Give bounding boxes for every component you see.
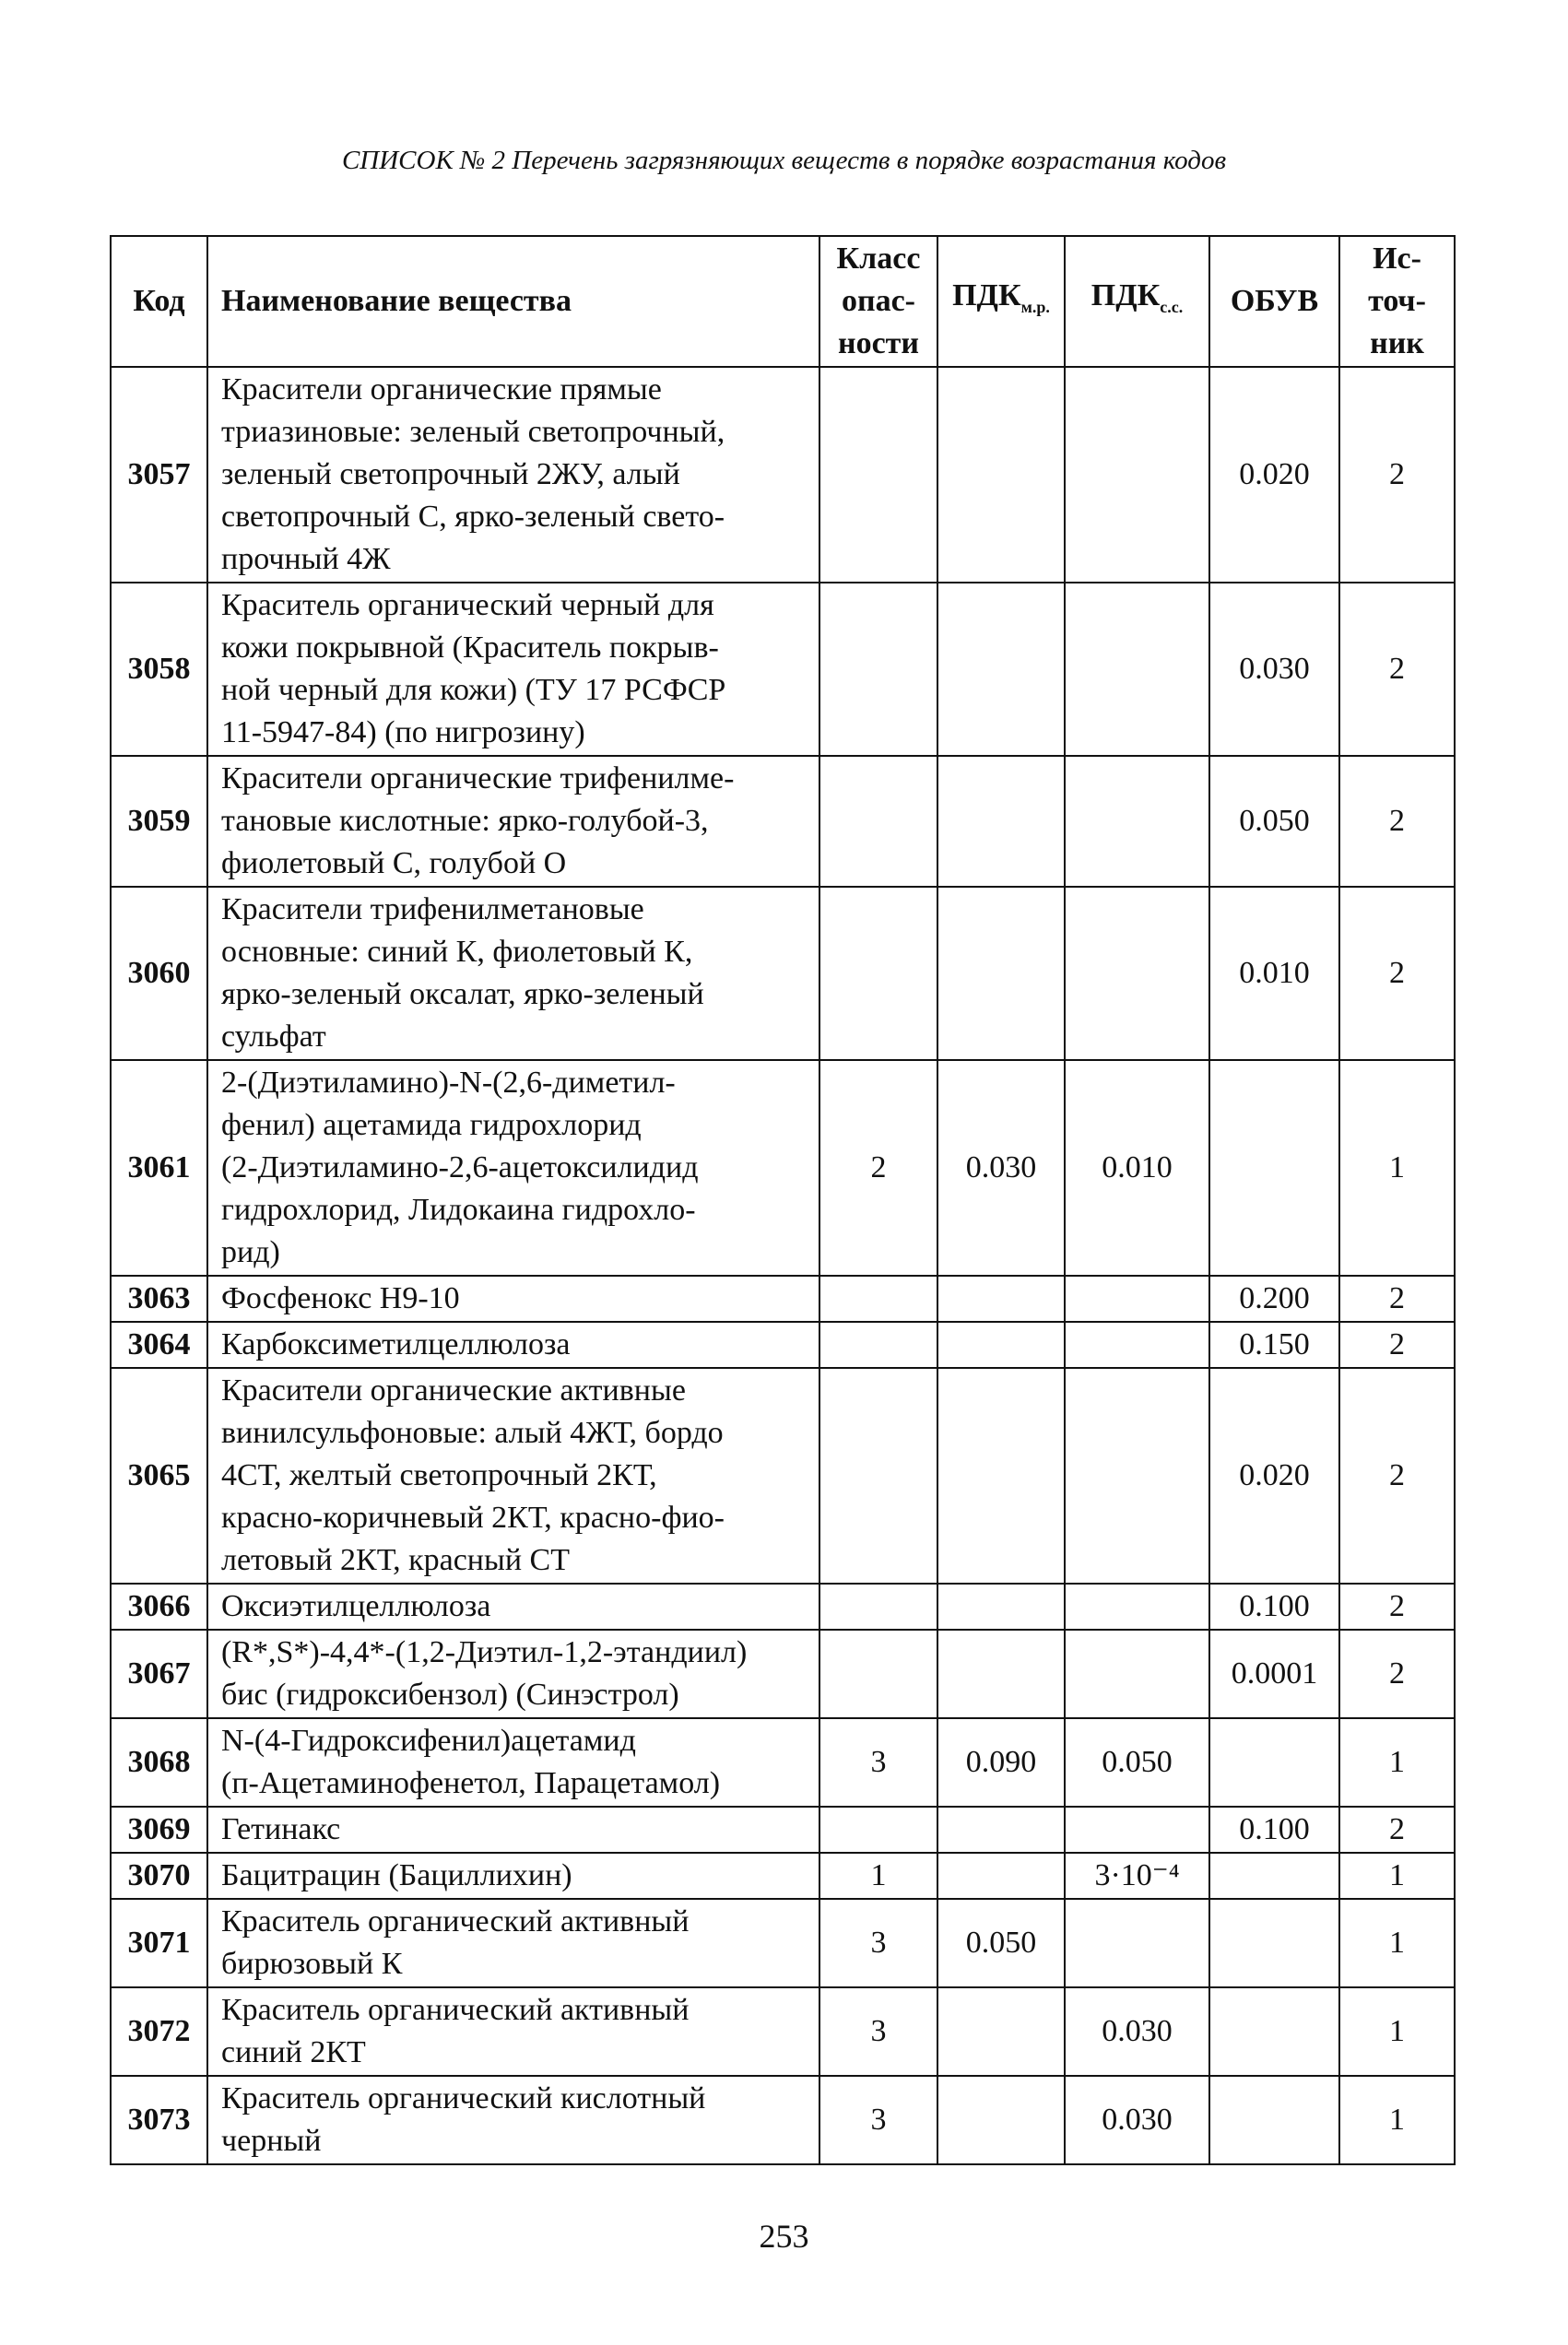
table-row (111, 1853, 1455, 1899)
pdk-mr-cell (937, 1987, 1065, 2076)
pdk-ss-cell (1065, 1276, 1209, 1322)
name-cell: 2-(Диэтиламино)-N-(2,6-диметил- фенил) ацетамида гидрохлорид (2-Диэтиламино-2,6-ацетоксилидид гидрохлорид, Лидокаина гидрохло- рид) (207, 1060, 819, 1276)
header-pdk-ss (1065, 236, 1209, 367)
substances-table (110, 235, 1456, 2165)
pdk-ss-cell: 0.030 (1065, 1987, 1209, 2076)
pdk-ss-cell (1065, 1630, 1209, 1718)
pdk-ss-cell: 3·10⁻⁴ (1065, 1853, 1209, 1899)
pdk-ss-cell (1065, 367, 1209, 583)
code-cell: 3066 (111, 1584, 207, 1630)
pdk-mr-cell: 0.050 (937, 1899, 1065, 1987)
hazard-class-cell (819, 1276, 937, 1322)
table-row (111, 2076, 1455, 2164)
table-row (111, 1060, 1455, 1276)
page-number: 253 (759, 2218, 809, 2255)
pdk-mr-cell (937, 583, 1065, 756)
hazard-class-cell (819, 756, 937, 887)
table-row (111, 1584, 1455, 1630)
pdk-mr-cell (937, 1630, 1065, 1718)
pdk-ss-cell (1065, 1807, 1209, 1853)
table-row (111, 1807, 1455, 1853)
header-pdk-ss-sub: с.с. (1160, 298, 1184, 316)
header-code: Код (111, 236, 207, 367)
hazard-class-cell (819, 583, 937, 756)
obuv-cell: 0.100 (1209, 1584, 1339, 1630)
hazard-class-cell (819, 1322, 937, 1368)
code-cell: 3057 (111, 367, 207, 583)
source-cell: 2 (1339, 367, 1455, 583)
code-cell: 3071 (111, 1899, 207, 1987)
obuv-cell: 0.200 (1209, 1276, 1339, 1322)
code-cell: 3068 (111, 1718, 207, 1807)
pdk-ss-cell: 0.030 (1065, 2076, 1209, 2164)
name-cell: Красители трифенилметановые основные: синий К, фиолетовый К, ярко-зеленый оксалат, ярко-зеленый сульфат (207, 887, 819, 1060)
table-row (111, 1368, 1455, 1584)
source-cell: 1 (1339, 1899, 1455, 1987)
code-cell: 3069 (111, 1807, 207, 1853)
name-cell: Краситель органический черный для кожи покрывной (Краситель покрыв- ной черный для кожи) (ТУ 17 РСФСР 11-5947-84) (по нигрозину) (207, 583, 819, 756)
pdk-ss-cell: 0.050 (1065, 1718, 1209, 1807)
obuv-cell: 0.010 (1209, 887, 1339, 1060)
hazard-class-cell (819, 1807, 937, 1853)
name-cell: Красители органические активные винилсульфоновые: алый 4ЖТ, бордо 4СТ, желтый светопрочный 2КТ, красно-коричневый 2КТ, красно-фио- летовый 2КТ, красный СТ (207, 1368, 819, 1584)
source-cell: 2 (1339, 1584, 1455, 1630)
hazard-class-cell (819, 1584, 937, 1630)
header-hazard-class: Класс опас- ности (819, 236, 937, 367)
pdk-ss-cell (1065, 887, 1209, 1060)
source-cell: 2 (1339, 756, 1455, 887)
code-cell: 3060 (111, 887, 207, 1060)
code-cell: 3058 (111, 583, 207, 756)
source-cell: 2 (1339, 1630, 1455, 1718)
code-cell: 3063 (111, 1276, 207, 1322)
code-cell: 3072 (111, 1987, 207, 2076)
hazard-class-cell (819, 1630, 937, 1718)
table-row (111, 1630, 1455, 1718)
table-row (111, 1322, 1455, 1368)
pdk-mr-cell: 0.090 (937, 1718, 1065, 1807)
obuv-cell: 0.020 (1209, 367, 1339, 583)
name-cell: Гетинакс (207, 1807, 819, 1853)
name-cell: Бацитрацин (Бациллихин) (207, 1853, 819, 1899)
table-row (111, 756, 1455, 887)
header-pdk-mr-label: ПДК (952, 278, 1021, 312)
hazard-class-cell (819, 887, 937, 1060)
name-cell: N-(4-Гидроксифенил)ацетамид (п-Ацетаминофенетол, Парацетамол) (207, 1718, 819, 1807)
source-cell: 2 (1339, 887, 1455, 1060)
obuv-cell (1209, 1899, 1339, 1987)
name-cell: Краситель органический активный синий 2КТ (207, 1987, 819, 2076)
name-cell: Оксиэтилцеллюлоза (207, 1584, 819, 1630)
obuv-cell: 0.100 (1209, 1807, 1339, 1853)
source-cell: 2 (1339, 1368, 1455, 1584)
header-name: Наименование вещества (207, 236, 819, 367)
pdk-ss-cell (1065, 1584, 1209, 1630)
pdk-ss-cell (1065, 583, 1209, 756)
name-cell: Красители органические прямые триазиновые: зеленый светопрочный, зеленый светопрочный 2ЖУ, алый светопрочный С, ярко-зеленый свето- прочный 4Ж (207, 367, 819, 583)
source-cell: 2 (1339, 1807, 1455, 1853)
pdk-mr-cell (937, 887, 1065, 1060)
code-cell: 3064 (111, 1322, 207, 1368)
table-row (111, 367, 1455, 583)
header-source: Ис- точ- ник (1339, 236, 1455, 367)
hazard-class-cell (819, 1368, 937, 1584)
pdk-mr-cell (937, 1276, 1065, 1322)
code-cell: 3065 (111, 1368, 207, 1584)
pdk-ss-cell: 0.010 (1065, 1060, 1209, 1276)
obuv-cell (1209, 1987, 1339, 2076)
header-pdk-mr (937, 236, 1065, 367)
table-row (111, 1899, 1455, 1987)
obuv-cell: 0.030 (1209, 583, 1339, 756)
obuv-cell (1209, 1853, 1339, 1899)
table-row (111, 1276, 1455, 1322)
hazard-class-cell: 3 (819, 2076, 937, 2164)
obuv-cell: 0.050 (1209, 756, 1339, 887)
name-cell: Карбоксиметилцеллюлоза (207, 1322, 819, 1368)
pdk-mr-cell: 0.030 (937, 1060, 1065, 1276)
source-cell: 1 (1339, 1060, 1455, 1276)
pdk-mr-cell (937, 1584, 1065, 1630)
name-cell: Фосфенокс Н9-10 (207, 1276, 819, 1322)
name-cell: Краситель органический кислотный черный (207, 2076, 819, 2164)
code-cell: 3067 (111, 1630, 207, 1718)
obuv-cell: 0.020 (1209, 1368, 1339, 1584)
header-pdk-ss-label: ПДК (1091, 278, 1161, 312)
pdk-ss-cell (1065, 1899, 1209, 1987)
source-cell: 2 (1339, 1276, 1455, 1322)
obuv-cell: 0.150 (1209, 1322, 1339, 1368)
table-row (111, 1718, 1455, 1807)
source-cell: 1 (1339, 2076, 1455, 2164)
obuv-cell (1209, 1060, 1339, 1276)
source-cell: 1 (1339, 1718, 1455, 1807)
code-cell: 3061 (111, 1060, 207, 1276)
source-cell: 2 (1339, 1322, 1455, 1368)
source-cell: 2 (1339, 583, 1455, 756)
table-row (111, 887, 1455, 1060)
hazard-class-cell: 1 (819, 1853, 937, 1899)
hazard-class-cell: 3 (819, 1987, 937, 2076)
pdk-mr-cell (937, 1368, 1065, 1584)
name-cell: (R*,S*)-4,4*-(1,2-Диэтил-1,2-этандиил) бис (гидроксибензол) (Синэстрол) (207, 1630, 819, 1718)
pdk-ss-cell (1065, 756, 1209, 887)
header-obuv: ОБУВ (1209, 236, 1339, 367)
code-cell: 3059 (111, 756, 207, 887)
table-row (111, 583, 1455, 756)
pdk-mr-cell (937, 1322, 1065, 1368)
page-title: СПИСОК № 2 Перечень загрязняющих веществ в порядке возрастания кодов (341, 146, 1227, 175)
pdk-mr-cell (937, 1807, 1065, 1853)
obuv-cell (1209, 2076, 1339, 2164)
hazard-class-cell: 2 (819, 1060, 937, 1276)
hazard-class-cell: 3 (819, 1899, 937, 1987)
hazard-class-cell (819, 367, 937, 583)
table-header-row (111, 236, 1455, 367)
obuv-cell: 0.0001 (1209, 1630, 1339, 1718)
pdk-mr-cell (937, 2076, 1065, 2164)
pdk-mr-cell (937, 756, 1065, 887)
obuv-cell (1209, 1718, 1339, 1807)
header-pdk-mr-sub: м.р. (1020, 298, 1050, 316)
table-row (111, 1987, 1455, 2076)
hazard-class-cell: 3 (819, 1718, 937, 1807)
pdk-mr-cell (937, 1853, 1065, 1899)
pdk-mr-cell (937, 367, 1065, 583)
code-cell: 3073 (111, 2076, 207, 2164)
code-cell: 3070 (111, 1853, 207, 1899)
source-cell: 1 (1339, 1853, 1455, 1899)
name-cell: Краситель органический активный бирюзовый К (207, 1899, 819, 1987)
pdk-ss-cell (1065, 1322, 1209, 1368)
name-cell: Красители органические трифенилме- тановые кислотные: ярко-голубой-3, фиолетовый С, голубой О (207, 756, 819, 887)
source-cell: 1 (1339, 1987, 1455, 2076)
pdk-ss-cell (1065, 1368, 1209, 1584)
